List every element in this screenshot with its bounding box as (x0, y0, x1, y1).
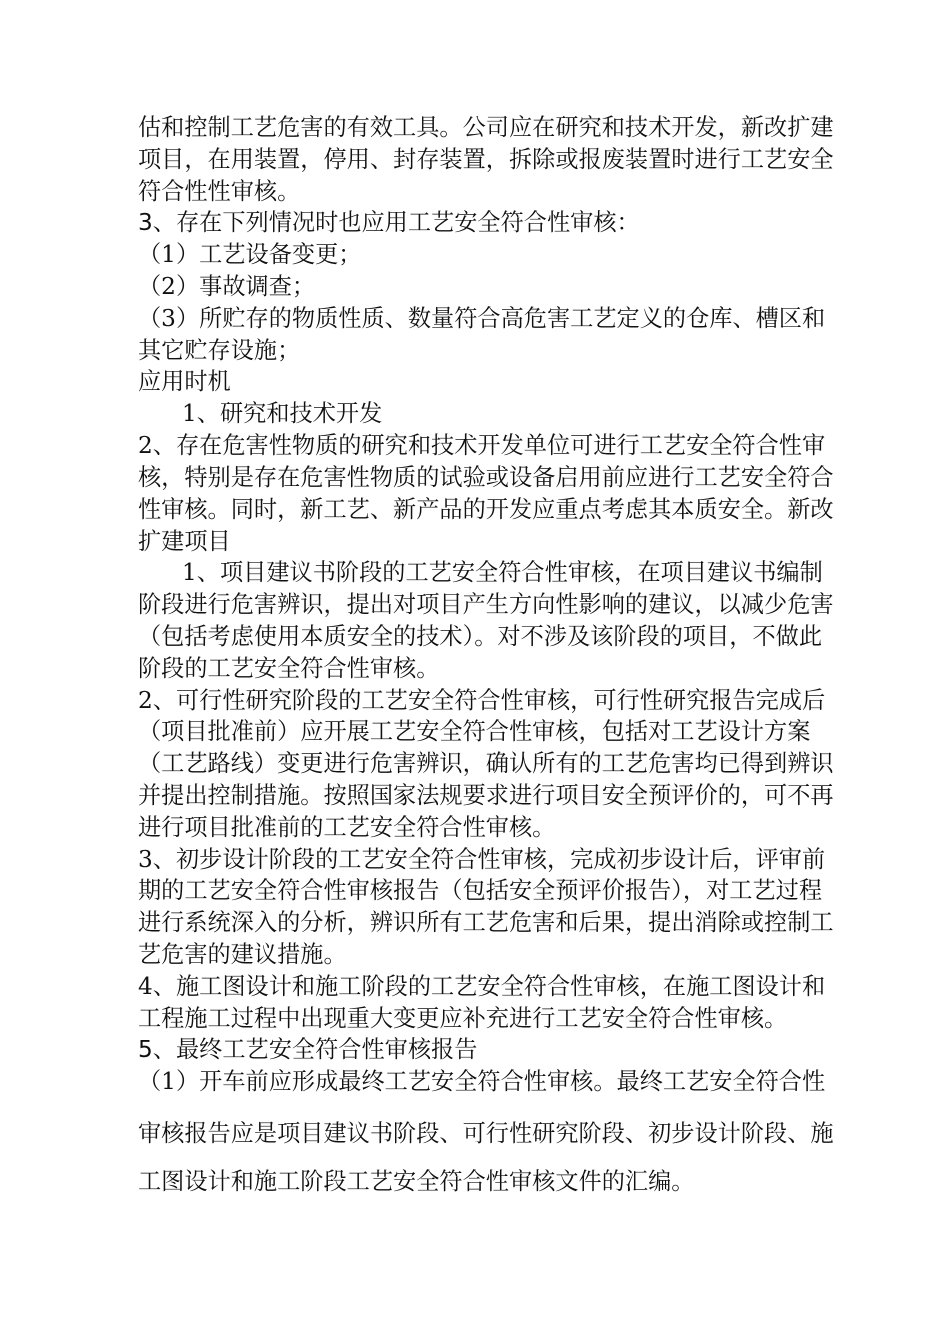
text-line: （项目批准前）应开展工艺安全符合性审核，包括对工艺设计方案 (138, 718, 811, 745)
text-line: 估和控制工艺危害的有效工具。公司应在研究和技术开发，新改扩建 (138, 114, 834, 141)
text-line: 艺危害的建议措施。 (138, 941, 347, 968)
text-line: 项目，在用装置，停用、封存装置，拆除或报废装置时进行工艺安全 (138, 146, 834, 173)
text-line: （1）开车前应形成最终工艺安全符合性审核。最终工艺安全符合性 (138, 1068, 826, 1095)
text-line: 2、可行性研究阶段的工艺安全符合性审核，可行性研究报告完成后 (138, 687, 826, 714)
text-line: 扩建项目 (138, 528, 231, 555)
text-line: （1）工艺设备变更； (138, 241, 362, 268)
section-heading: 应用时机 (138, 368, 231, 395)
text-line: 阶段的工艺安全符合性审核。 (138, 655, 440, 682)
text-line: 进行项目批准前的工艺安全符合性审核。 (138, 814, 556, 841)
text-line: 2、存在危害性物质的研究和技术开发单位可进行工艺安全符合性审 (138, 432, 826, 459)
text-line: 5、最终工艺安全符合性审核报告 (138, 1036, 478, 1063)
text-line: 3、初步设计阶段的工艺安全符合性审核，完成初步设计后，评审前 (138, 846, 826, 873)
text-line: 1、研究和技术开发 (182, 400, 383, 427)
text-line: 1、项目建议书阶段的工艺安全符合性审核，在项目建议书编制 (182, 559, 823, 586)
text-line: 核，特别是存在危害性物质的试验或设备启用前应进行工艺安全符合 (138, 464, 834, 491)
text-line: 其它贮存设施； (138, 337, 301, 364)
text-line: 审核报告应是项目建议书阶段、可行性研究阶段、初步设计阶段、施 (138, 1120, 834, 1147)
text-line: 阶段进行危害辨识，提出对项目产生方向性影响的建议，以减少危害 (138, 591, 834, 618)
text-line: （工艺路线）变更进行危害辨识，确认所有的工艺危害均已得到辨识 (138, 750, 834, 777)
text-line: 工图设计和施工阶段工艺安全符合性审核文件的汇编。 (138, 1168, 695, 1195)
text-line: 期的工艺安全符合性审核报告（包括安全预评价报告），对工艺过程 (138, 877, 823, 904)
text-line: 4、施工图设计和施工阶段的工艺安全符合性审核，在施工图设计和 (138, 973, 826, 1000)
text-line: （3）所贮存的物质性质、数量符合高危害工艺定义的仓库、槽区和 (138, 305, 826, 332)
text-line: 并提出控制措施。按照国家法规要求进行项目安全预评价的，可不再 (138, 782, 834, 809)
text-line: 工程施工过程中出现重大变更应补充进行工艺安全符合性审核。 (138, 1005, 788, 1032)
text-line: 进行系统深入的分析，辨识所有工艺危害和后果，提出消除或控制工 (138, 909, 834, 936)
text-line: 符合性性审核。 (138, 178, 301, 205)
text-line: （2）事故调查； (138, 273, 316, 300)
text-line: 3、存在下列情况时也应用工艺安全符合性审核： (138, 209, 640, 236)
text-line: 性审核。同时，新工艺、新产品的开发应重点考虑其本质安全。新改 (138, 496, 834, 523)
text-line: （包括考虑使用本质安全的技术）。对不涉及该阶段的项目，不做此 (138, 623, 823, 650)
